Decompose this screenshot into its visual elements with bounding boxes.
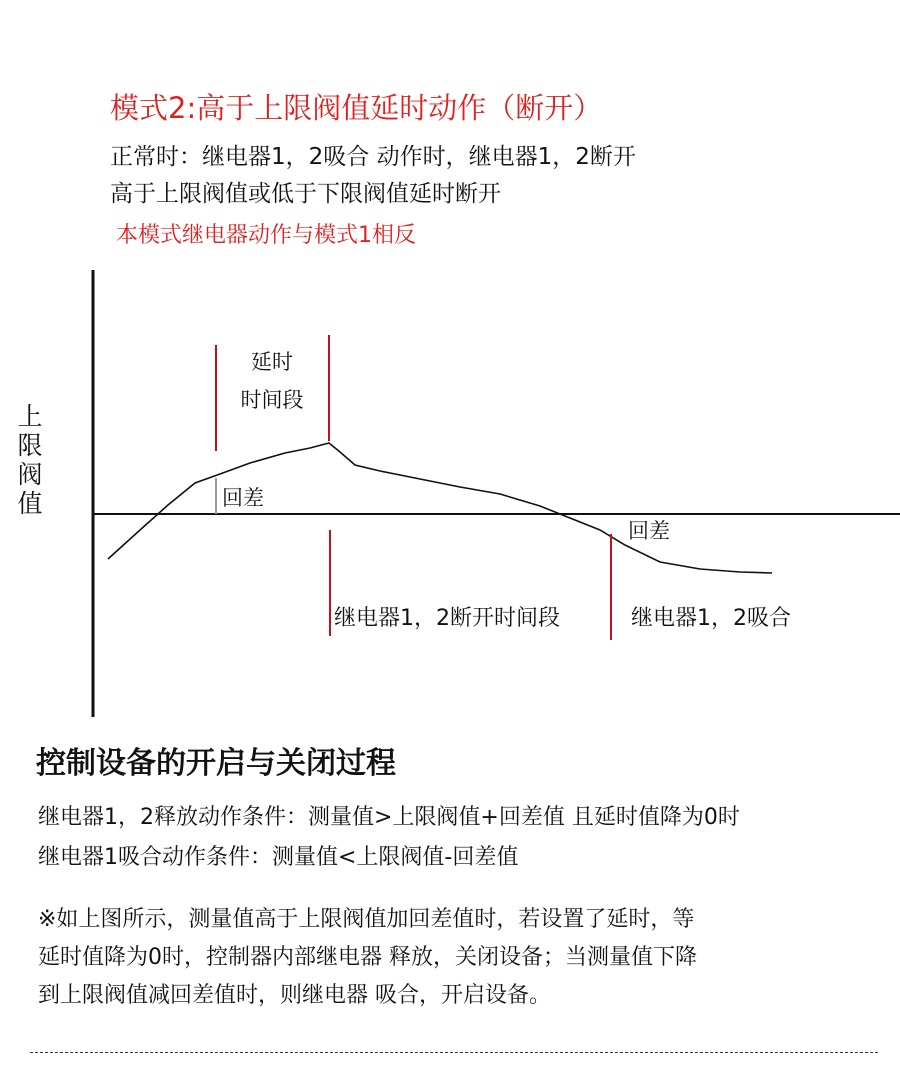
closed-state-label: 继电器1，2吸合 bbox=[631, 606, 791, 631]
delay-label: 延时 bbox=[251, 350, 293, 374]
dashed-divider bbox=[30, 1052, 878, 1053]
explanation-line-2: 延时值降为0时，控制器内部继电器 释放，关闭设备；当测量值下降 bbox=[38, 945, 697, 970]
release-condition: 继电器1，2释放动作条件：测量值>上限阀值+回差值 且延时值降为0时 bbox=[38, 805, 740, 830]
explanation-line-3: 到上限阀值减回差值时，则继电器 吸合，开启设备。 bbox=[38, 983, 551, 1008]
hysteresis-label-left: 回差 bbox=[222, 486, 264, 510]
mode-note: 本模式继电器动作与模式1相反 bbox=[116, 223, 416, 248]
explanation-line-1: ※如上图所示，测量值高于上限阀值加回差值时，若设置了延时，等 bbox=[38, 907, 695, 932]
measurement-curve bbox=[108, 443, 772, 573]
normal-state-text: 正常时：继电器1，2吸合 动作时，继电器1，2断开 bbox=[110, 144, 636, 170]
open-period-label: 继电器1，2断开时间段 bbox=[334, 606, 560, 631]
delay-period-label: 时间段 bbox=[240, 388, 304, 412]
threshold-diagram bbox=[0, 262, 900, 722]
trigger-condition-text: 高于上限阀值或低于下限阀值延时断开 bbox=[110, 181, 501, 207]
hysteresis-label-right: 回差 bbox=[628, 519, 670, 543]
y-axis-label: 上限阀值 bbox=[17, 402, 43, 518]
close-condition: 继电器1吸合动作条件：测量值<上限阀值-回差值 bbox=[38, 845, 519, 870]
mode-title: 模式2:高于上限阀值延时动作（断开） bbox=[110, 91, 603, 125]
section-title: 控制设备的开启与关闭过程 bbox=[36, 746, 396, 781]
